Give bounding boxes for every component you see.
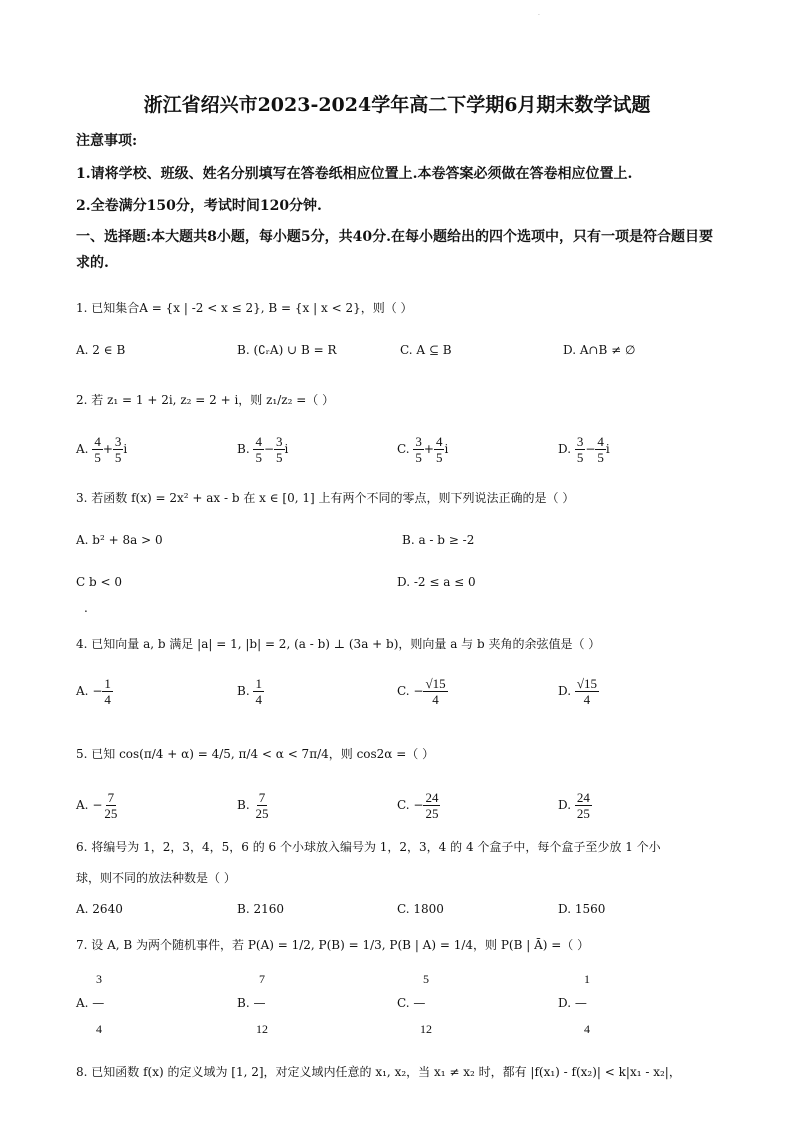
fraction: $\frac{7}{25}$ bbox=[255, 790, 269, 821]
fraction: $\frac{7}{25}$ bbox=[104, 790, 118, 821]
fraction: $\frac{24}{25}$ bbox=[425, 790, 439, 821]
option-letter: A. bbox=[76, 684, 89, 698]
question-3-option-c: C b < 0 bbox=[76, 575, 122, 589]
fraction: $\frac{4}{5}$ bbox=[597, 434, 604, 465]
question-2-option-b: B. $\frac{4}{5}$ − $\frac{3}{5}$ i bbox=[237, 434, 289, 465]
question-4-stem: 4. 已知向量 a, b 满足 |a| = 1, |b| = 2, (a - b) ⊥ (3a + b)，则向量 a 与 b 夹角的余弦值是（ ） bbox=[76, 637, 601, 651]
option-letter: D. bbox=[558, 684, 572, 698]
question-2-option-a: A. $\frac{4}{5}$ + $\frac{3}{5}$ i bbox=[76, 434, 128, 465]
question-5-option-c: C. − $\frac{24}{25}$ bbox=[397, 790, 439, 821]
option-letter: A. bbox=[76, 798, 89, 812]
question-1-stem: 1. 已知集合A = {x | -2 < x ≤ 2}, B = {x | x < 2}，则（ ） bbox=[76, 301, 413, 315]
page-title: 浙江省绍兴市2023-2024学年高二下学期6月期末数学试题 bbox=[143, 94, 651, 116]
question-4-option-d bbox=[558, 676, 599, 707]
question-5-option-a: A. − $\frac{7}{25}$ bbox=[76, 790, 118, 821]
notice-item-2: 2.全卷满分150分，考试时间120分钟. bbox=[76, 198, 322, 214]
question-7-option-d: D. — bbox=[558, 996, 587, 1010]
option-letter: C. bbox=[397, 684, 410, 698]
option-letter: B. bbox=[237, 684, 250, 698]
question-7-c-denominator: 12 bbox=[420, 1022, 432, 1036]
option-letter: D. bbox=[558, 798, 572, 812]
question-7-b-numerator: 7 bbox=[259, 972, 265, 986]
fraction: $\frac{3}{5}$ bbox=[114, 434, 122, 465]
question-3-option-b: B. a - b ≥ -2 bbox=[402, 533, 475, 547]
top-mark: · bbox=[538, 12, 540, 19]
question-7-option-b: B. — bbox=[237, 996, 266, 1010]
fraction: $\frac{4}{5}$ bbox=[94, 434, 101, 465]
option-letter: A. bbox=[76, 442, 89, 456]
question-2-option-c: C. $\frac{3}{5}$ + $\frac{4}{5}$ i bbox=[397, 434, 449, 465]
fraction: $\frac{3}{5}$ bbox=[415, 434, 422, 465]
question-7-option-a: A. — bbox=[76, 996, 105, 1010]
question-3-option-d: D. -2 ≤ a ≤ 0 bbox=[397, 575, 476, 589]
question-7-a-denominator: 4 bbox=[96, 1022, 102, 1036]
question-3-option-a: A. b² + 8a > 0 bbox=[76, 533, 163, 547]
fraction: $\frac{1}{4}$ bbox=[104, 676, 111, 707]
question-1-option-b: B. (∁ᵣA) ∪ B = R bbox=[237, 343, 337, 357]
fraction: $\frac{3}{5}$ bbox=[576, 434, 584, 465]
question-5-option-b bbox=[237, 790, 270, 821]
option-letter: B. bbox=[237, 442, 250, 456]
notice-item-1: 1.请将学校、班级、姓名分别填写在答卷纸相应位置上.本卷答案必须做在答卷相应位置上. bbox=[76, 166, 633, 182]
option-letter: C. bbox=[397, 442, 410, 456]
question-6-option-d: D. 1560 bbox=[558, 902, 606, 916]
question-1-option-d: D. A∩B ≠ ∅ bbox=[563, 343, 636, 357]
question-7-c-numerator: 5 bbox=[423, 972, 429, 986]
question-2-stem: 2. 若 z₁ = 1 + 2i, z₂ = 2 + i，则 z₁/z₂ =（ ） bbox=[76, 393, 335, 407]
question-6-option-b: B. 2160 bbox=[237, 902, 284, 916]
question-7-stem: 7. 设 A, B 为两个随机事件，若 P(A) = 1/2, P(B) = 1/3, P(B | A) = 1/4，则 P(B | Ā) =（ ） bbox=[76, 938, 590, 952]
fraction: $\frac{1}{4}$ bbox=[255, 676, 262, 707]
question-7-d-numerator: 1 bbox=[584, 972, 590, 986]
question-6-stem-line-1: 6. 将编号为 1，2，3，4，5，6 的 6 个小球放入编号为 1，2，3，4 的 4 个盒子中，每个盒子至少放 1 个小 bbox=[76, 840, 661, 854]
question-5-stem: 5. 已知 cos(π/4 + α) = 4/5, π/4 < α < 7π/4，则 cos2α =（ ） bbox=[76, 747, 435, 761]
question-2-option-d: D. $\frac{3}{5}$ − $\frac{4}{5}$ i bbox=[558, 434, 610, 465]
question-3-stem: 3. 若函数 f(x) = 2x² + ax - b 在 x ∈ [0, 1] 上有两个不同的零点，则下列说法正确的是（ ） bbox=[76, 491, 575, 505]
stray-dot: . bbox=[84, 601, 88, 615]
question-4-option-b bbox=[237, 676, 264, 707]
question-7-a-numerator: 3 bbox=[96, 972, 102, 986]
question-8-stem: 8. 已知函数 f(x) 的定义域为 [1, 2]，对定义域内任意的 x₁, x₂，当 x₁ ≠ x₂ 时，都有 |f(x₁) - f(x₂)| < k|x₁ - x₂|， bbox=[76, 1065, 681, 1079]
question-7-d-denominator: 4 bbox=[584, 1022, 590, 1036]
question-1-option-c: C. A ⊆ B bbox=[400, 343, 452, 357]
question-6-stem-line-2: 球，则不同的放法种数是（ ） bbox=[76, 871, 236, 885]
option-letter: D. bbox=[558, 442, 572, 456]
fraction: $\frac{3}{5}$ bbox=[276, 434, 283, 465]
fraction: $\frac{24}{25}$ bbox=[576, 790, 590, 821]
question-6-option-a: A. 2640 bbox=[76, 902, 123, 916]
fraction: $\frac{√15}{4}$ bbox=[576, 676, 597, 707]
question-7-option-c: C. — bbox=[397, 996, 426, 1010]
option-letter: B. bbox=[237, 798, 250, 812]
question-4-option-a: A. − $\frac{1}{4}$ bbox=[76, 676, 111, 707]
fraction: $\frac{√15}{4}$ bbox=[425, 676, 446, 707]
fraction: $\frac{4}{5}$ bbox=[255, 434, 262, 465]
fraction: $\frac{4}{5}$ bbox=[435, 434, 443, 465]
option-letter: C. bbox=[397, 798, 410, 812]
question-4-option-c: C. − $\frac{√15}{4}$ bbox=[397, 676, 446, 707]
question-5-option-d bbox=[558, 790, 592, 821]
section-heading: 一、选择题:本大题共8小题，每小题5分，共40分.在每小题给出的四个选项中，只有一项是符合题目要求的. bbox=[76, 229, 714, 271]
question-6-option-c: C. 1800 bbox=[397, 902, 444, 916]
question-1-option-a: A. 2 ∈ B bbox=[76, 343, 126, 357]
question-7-b-denominator: 12 bbox=[256, 1022, 268, 1036]
notice-heading: 注意事项: bbox=[76, 133, 138, 149]
